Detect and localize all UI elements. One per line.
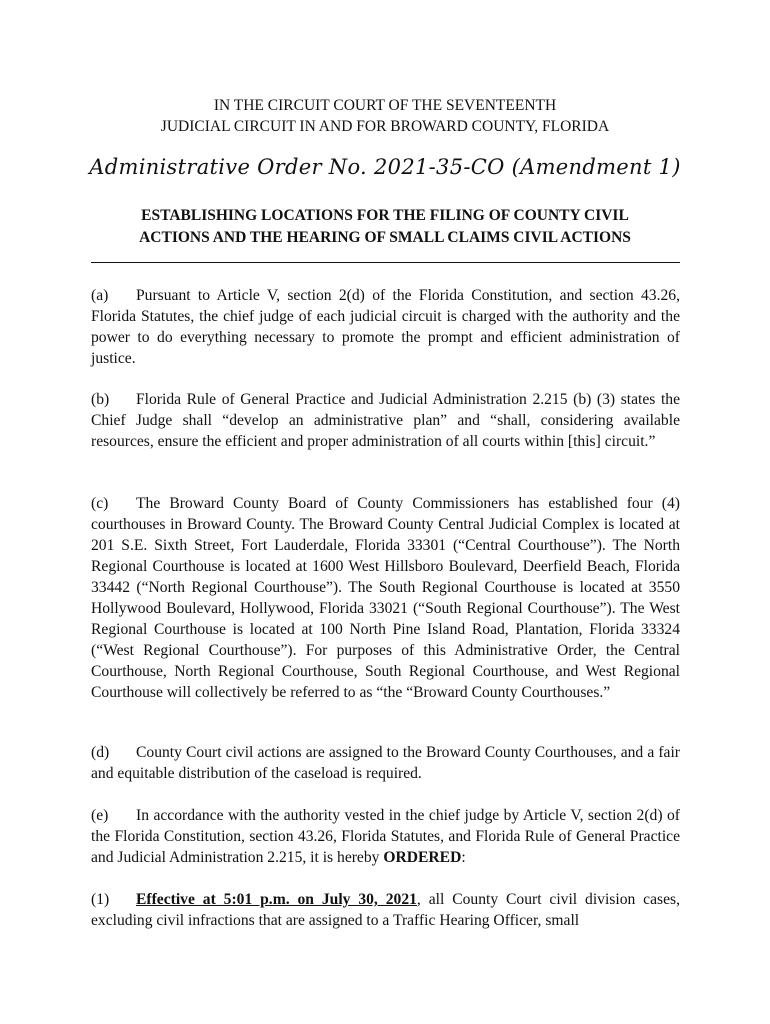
title-divider xyxy=(91,262,680,263)
order-subject-line-1: ESTABLISHING LOCATIONS FOR THE FILING OF COUNTY CIVIL xyxy=(141,207,629,224)
paragraph-e-label: (e) xyxy=(91,807,109,824)
paragraph-c-label: (c) xyxy=(91,495,109,512)
court-header-line-2: JUDICIAL CIRCUIT IN AND FOR BROWARD COUNTY, FLORIDA xyxy=(160,118,610,135)
paragraph-e xyxy=(91,805,680,868)
paragraph-a-text: Pursuant to Article V, section 2(d) of the Florida Constitution, and section 43.26, Florida Statutes, the chief judge of each judicial circuit is charged with the authority and the power to do everything necessary to promote the prompt and efficient administration of justice. xyxy=(91,287,680,367)
paragraph-e-tail: : xyxy=(461,849,466,866)
paragraph-1 xyxy=(91,889,680,931)
order-subject xyxy=(80,205,690,249)
paragraph-d xyxy=(91,742,680,784)
paragraph-d-text: County Court civil actions are assigned to the Broward County Courthouses, and a fair and equitable distribution of the caseload is required. xyxy=(91,744,680,782)
paragraph-a-label: (a) xyxy=(91,287,109,304)
paragraph-c-text: The Broward County Board of County Commissioners has established four (4) courthouses in Broward County. The Broward County Central Judicial Complex is located at 201 S.E. Sixth Street, Fort Lauderdale, Florida 33301 (“Central Courthouse”). The North Regional Courthouse is located at 1600 West Hillsboro Boulevard, Deerfield Beach, Florida 33442 (“North Regional Courthouse”). The South Regional Courthouse is located at 3550 Hollywood Boulevard, Hollywood, Florida 33021 (“South Regional Courthouse”). The West Regional Courthouse is located at 100 North Pine Island Road, Plantation, Florida 33324 (“West Regional Courthouse”). For purposes of this Administrative Order, the Central Courthouse, North Regional Courthouse, South Regional Courthouse, and West Regional Courthouse will collectively be referred to as “the “Broward County Courthouses.” xyxy=(91,495,680,701)
order-title: Administrative Order No. 2021-35-CO (Amendment 1) xyxy=(89,155,681,179)
effective-date-emphasis: Effective at 5:01 p.m. on July 30, 2021 xyxy=(136,891,417,908)
order-subject-line-2: ACTIONS AND THE HEARING OF SMALL CLAIMS CIVIL ACTIONS xyxy=(139,229,631,246)
paragraph-a xyxy=(91,285,680,369)
paragraph-b-text: Florida Rule of General Practice and Judicial Administration 2.215 (b) (3) states the Chief Judge shall “develop an administrative plan” and “shall, considering available resources, ensure the efficient and proper administration of all courts within [this] circuit.” xyxy=(91,391,680,450)
court-header xyxy=(60,95,710,137)
court-header-line-1: IN THE CIRCUIT COURT OF THE SEVENTEENTH xyxy=(213,97,557,114)
paragraph-e-text: In accordance with the authority vested in the chief judge by Article V, section 2(d) of the Florida Constitution, section 43.26, Florida Statutes, and Florida Rule of General Practice and Judicial Administration 2.215, it is hereby xyxy=(91,807,680,866)
paragraph-c xyxy=(91,493,680,703)
ordered-emphasis: ORDERED xyxy=(383,849,462,866)
paragraph-b-label: (b) xyxy=(91,391,110,408)
paragraph-d-label: (d) xyxy=(91,744,110,761)
paragraph-b xyxy=(91,389,680,452)
paragraph-1-text: , all County Court civil division cases, excluding civil infractions that are assigned to a Traffic Hearing Officer, small xyxy=(91,891,680,929)
paragraph-1-label: (1) xyxy=(91,891,110,908)
